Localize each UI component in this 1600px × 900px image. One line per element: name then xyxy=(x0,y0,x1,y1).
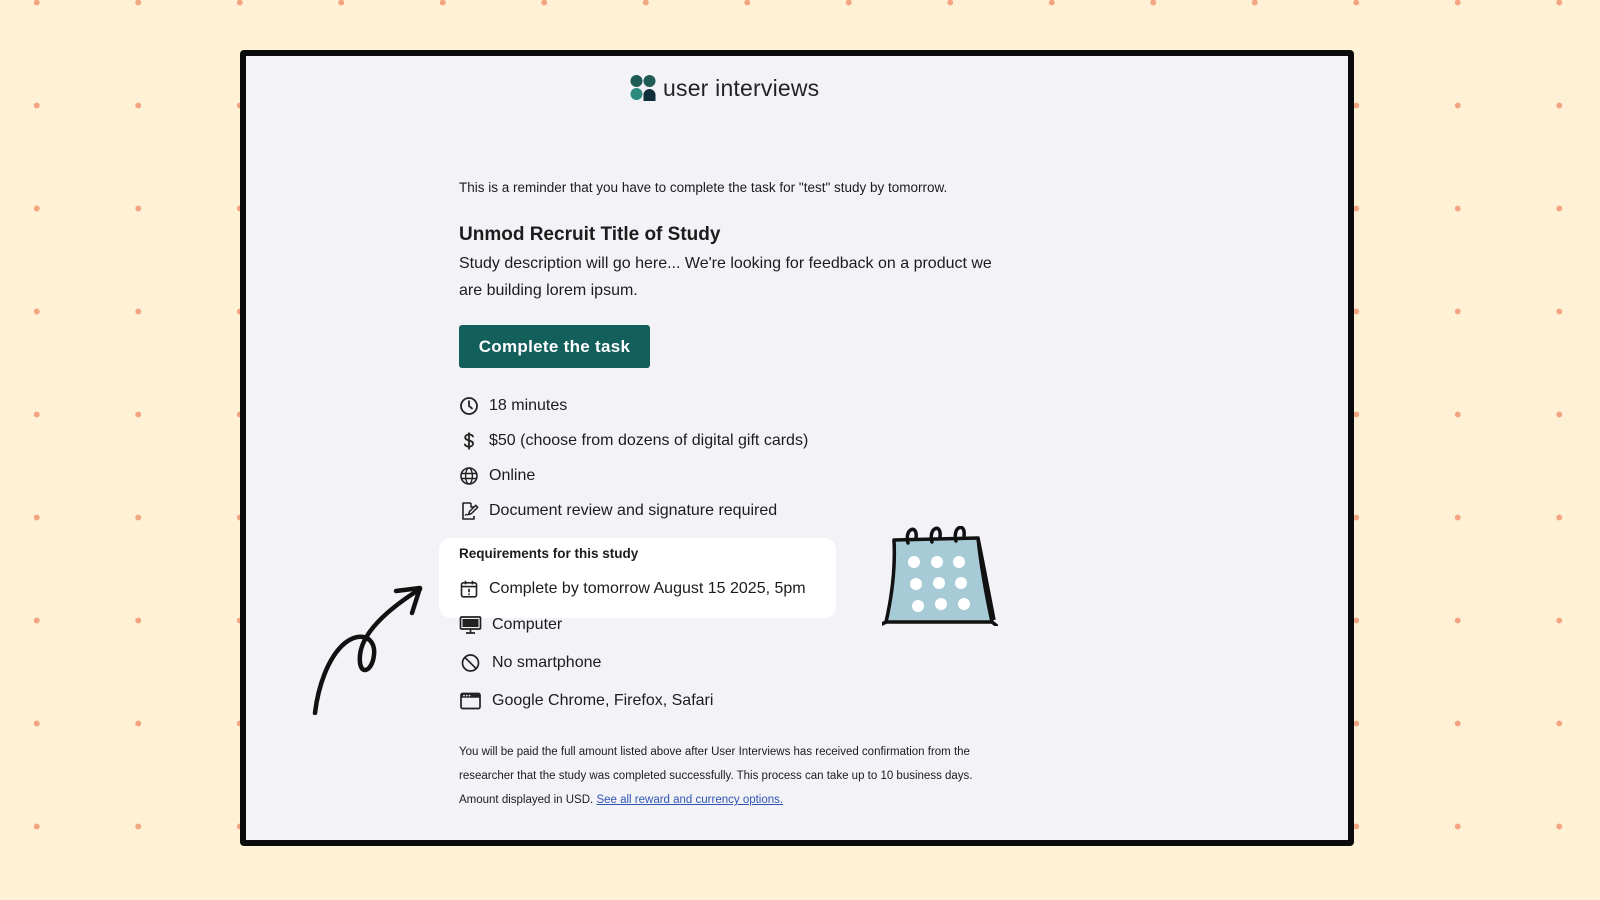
detail-documents xyxy=(459,499,777,523)
detail-location xyxy=(459,464,535,488)
requirement-deadline-text: Complete by tomorrow August 15 2025, 5pm xyxy=(489,580,806,597)
complete-task-button[interactable]: Complete the task xyxy=(459,325,650,368)
no-smartphone-icon xyxy=(459,653,482,673)
requirement-device xyxy=(459,613,562,637)
detail-duration xyxy=(459,394,567,418)
user-interviews-logo-icon xyxy=(629,74,657,102)
hand-drawn-arrow-icon xyxy=(310,585,436,715)
document-sign-icon xyxy=(459,501,479,521)
browser-icon xyxy=(459,691,482,711)
requirement-deadline xyxy=(459,577,806,601)
requirement-no-smartphone-text: No smartphone xyxy=(492,654,602,671)
reward-options-link[interactable]: See all reward and currency options. xyxy=(596,794,784,806)
reminder-text: This is a reminder that you have to complete the task for "test" study by tomorrow. xyxy=(459,180,948,195)
detail-reward-text: $50 (choose from dozens of digital gift cards) xyxy=(489,432,809,449)
detail-reward xyxy=(459,429,808,453)
study-description: Study description will go here... We're looking for feedback on a product we are building lorem ipsum. xyxy=(459,255,992,299)
detail-duration-text: 18 minutes xyxy=(489,397,568,414)
requirement-device-text: Computer xyxy=(492,616,563,633)
study-title: Unmod Recruit Title of Study xyxy=(459,224,721,245)
email-preview-frame xyxy=(240,50,1354,846)
calendar-icon xyxy=(459,579,479,599)
requirements-title: Requirements for this study xyxy=(459,546,639,561)
globe-icon xyxy=(459,466,479,486)
requirement-browsers-text: Google Chrome, Firefox, Safari xyxy=(492,692,714,709)
dollar-icon xyxy=(459,431,479,451)
payment-disclaimer xyxy=(459,740,1004,812)
brand-name: user interviews xyxy=(663,74,820,101)
monitor-icon xyxy=(459,615,482,635)
detail-location-text: Online xyxy=(489,467,536,484)
requirement-no-smartphone xyxy=(459,651,601,675)
detail-documents-text: Document review and signature required xyxy=(489,502,778,519)
brand-logo xyxy=(629,74,819,102)
calendar-illustration-icon xyxy=(882,526,998,626)
requirement-browsers xyxy=(459,689,713,713)
payment-disclaimer-text: You will be paid the full amount listed above after User Interviews has received confirmation from the researcher that the study was completed successfully. This process can take up to 10 business days. Amount displayed in USD. xyxy=(459,746,973,806)
clock-icon xyxy=(459,396,479,416)
